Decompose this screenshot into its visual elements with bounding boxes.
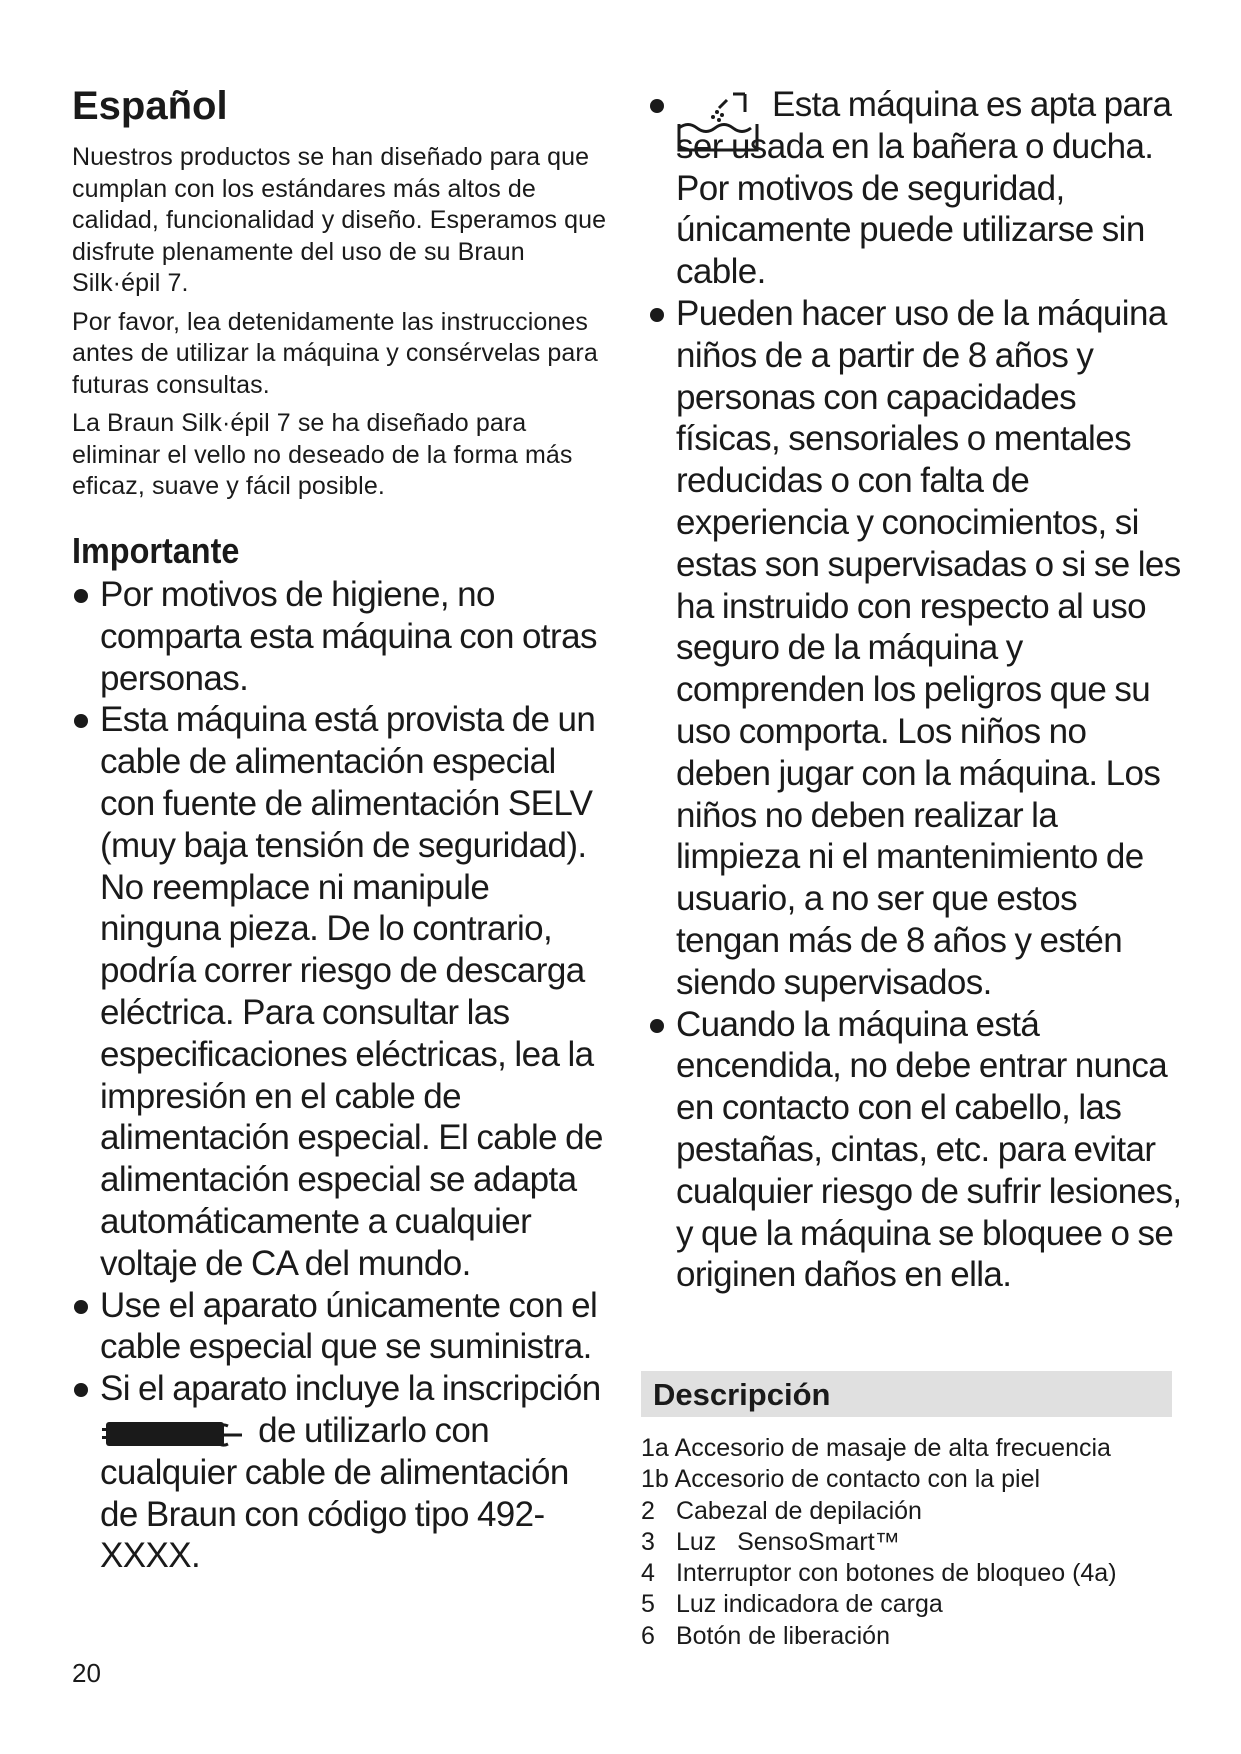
intro-paragraph-2: Por favor, lea detenidamente las instrucciones antes de utilizar la máquina y consérvelas para futuras consultas. <box>72 307 598 399</box>
item-text: Luz indicadora de carga <box>675 1590 943 1619</box>
list-item <box>641 1464 1201 1495</box>
item-text: Cabezal de depilación <box>675 1496 922 1525</box>
intro-paragraph-1: Nuestros productos se han diseñado para que cumplan con los estándares más altos de calidad, funcionalidad y diseño. Esperamos que disfrute plenamente del uso de su Braun Silk·épil 7. <box>72 143 607 297</box>
item-number: 3 <box>641 1527 655 1556</box>
item-text: Luz SensoSmart™ <box>675 1527 900 1556</box>
right-column <box>648 84 1188 1296</box>
section-title: Español <box>72 84 228 128</box>
list-item-text-after: de utilizarlo con cualquier cable de alimentación de Braun con código tipo 492-XXXX. <box>100 1411 569 1576</box>
intro-paragraph-3: La Braun Silk·épil 7 se ha diseñado para eliminar el vello no deseado de la forma más eficaz, suave y fácil posible. <box>72 409 573 500</box>
list-item <box>641 1589 1201 1620</box>
list-item <box>641 1558 1201 1589</box>
item-text: Botón de liberación <box>675 1621 890 1650</box>
left-column <box>72 84 612 1577</box>
redacted-symbol <box>100 1416 250 1450</box>
page-number: 20 <box>72 1658 101 1688</box>
list-item <box>641 1433 1201 1464</box>
item-text: Accesorio de contacto con la piel <box>674 1465 1041 1494</box>
list-item-bath <box>648 84 1188 293</box>
item-number: 1a <box>641 1434 669 1462</box>
list-item: Use el aparato únicamente con el cable especial que se suministra. <box>72 1285 612 1369</box>
description-heading: Descripción <box>653 1377 831 1412</box>
list-item-text: Esta máquina es apta para ser usada en la bañera o ducha. Por motivos de seguridad, únicamente puede utilizarse sin cable. <box>676 85 1172 292</box>
item-number: 2 <box>641 1496 655 1525</box>
list-item: Pueden hacer uso de la máquina niños de a partir de 8 años y personas con capacidades físicas, sensoriales o mentales reducidas o con falta de experiencia y conocimientos, si estas son supervisadas o si se les ha instruido con respecto al uso seguro de la máquina y comprenden los peligros que su uso comporta. Los niños no deben jugar con la máquina. Los niños no deben realizar la limpieza ni el mantenimiento de usuario, a no ser que estos tengan más de 8 años y estén siendo supervisados. <box>648 293 1188 1004</box>
list-item: Esta máquina está provista de un cable de alimentación especial con fuente de alimentación SELV (muy baja tensión de seguridad). No reemplace ni manipule ninguna pieza. De lo contrario, podría correr riesgo de descarga eléctrica. Para consultar las especificaciones eléctricas, lea la impresión en el cable de alimentación especial. El cable de alimentación especial se adapta automáticamente a cualquier voltaje de CA del mundo. <box>72 699 612 1284</box>
item-number: 5 <box>641 1590 655 1619</box>
item-text: Accesorio de masaje de alta frecuencia <box>674 1434 1111 1462</box>
description-list <box>641 1433 1201 1652</box>
important-list <box>72 574 612 1577</box>
safety-list <box>648 84 1188 1296</box>
item-number: 1b <box>641 1465 669 1494</box>
item-number: 4 <box>641 1559 655 1588</box>
item-number: 6 <box>641 1621 655 1650</box>
list-item-text-before: Si el aparato incluye la inscripción <box>100 1369 601 1409</box>
important-heading: Importante <box>72 529 240 571</box>
bath-shower-icon <box>675 88 761 158</box>
list-item <box>641 1621 1201 1652</box>
list-item <box>641 1496 1201 1527</box>
item-text: Interruptor con botones de bloqueo (4a) <box>675 1559 1117 1588</box>
list-item: Cuando la máquina está encendida, no debe entrar nunca en contacto con el cabello, las pestañas, cintas, etc. para evitar cualquier riesgo de sufrir lesiones, y que la máquina se bloquee o se originen daños en ella. <box>648 1004 1188 1297</box>
list-item <box>641 1527 1201 1558</box>
list-item: Por motivos de higiene, no comparta esta máquina con otras personas. <box>72 574 612 699</box>
description-header-bar <box>641 1371 1172 1417</box>
list-item <box>72 1368 612 1577</box>
